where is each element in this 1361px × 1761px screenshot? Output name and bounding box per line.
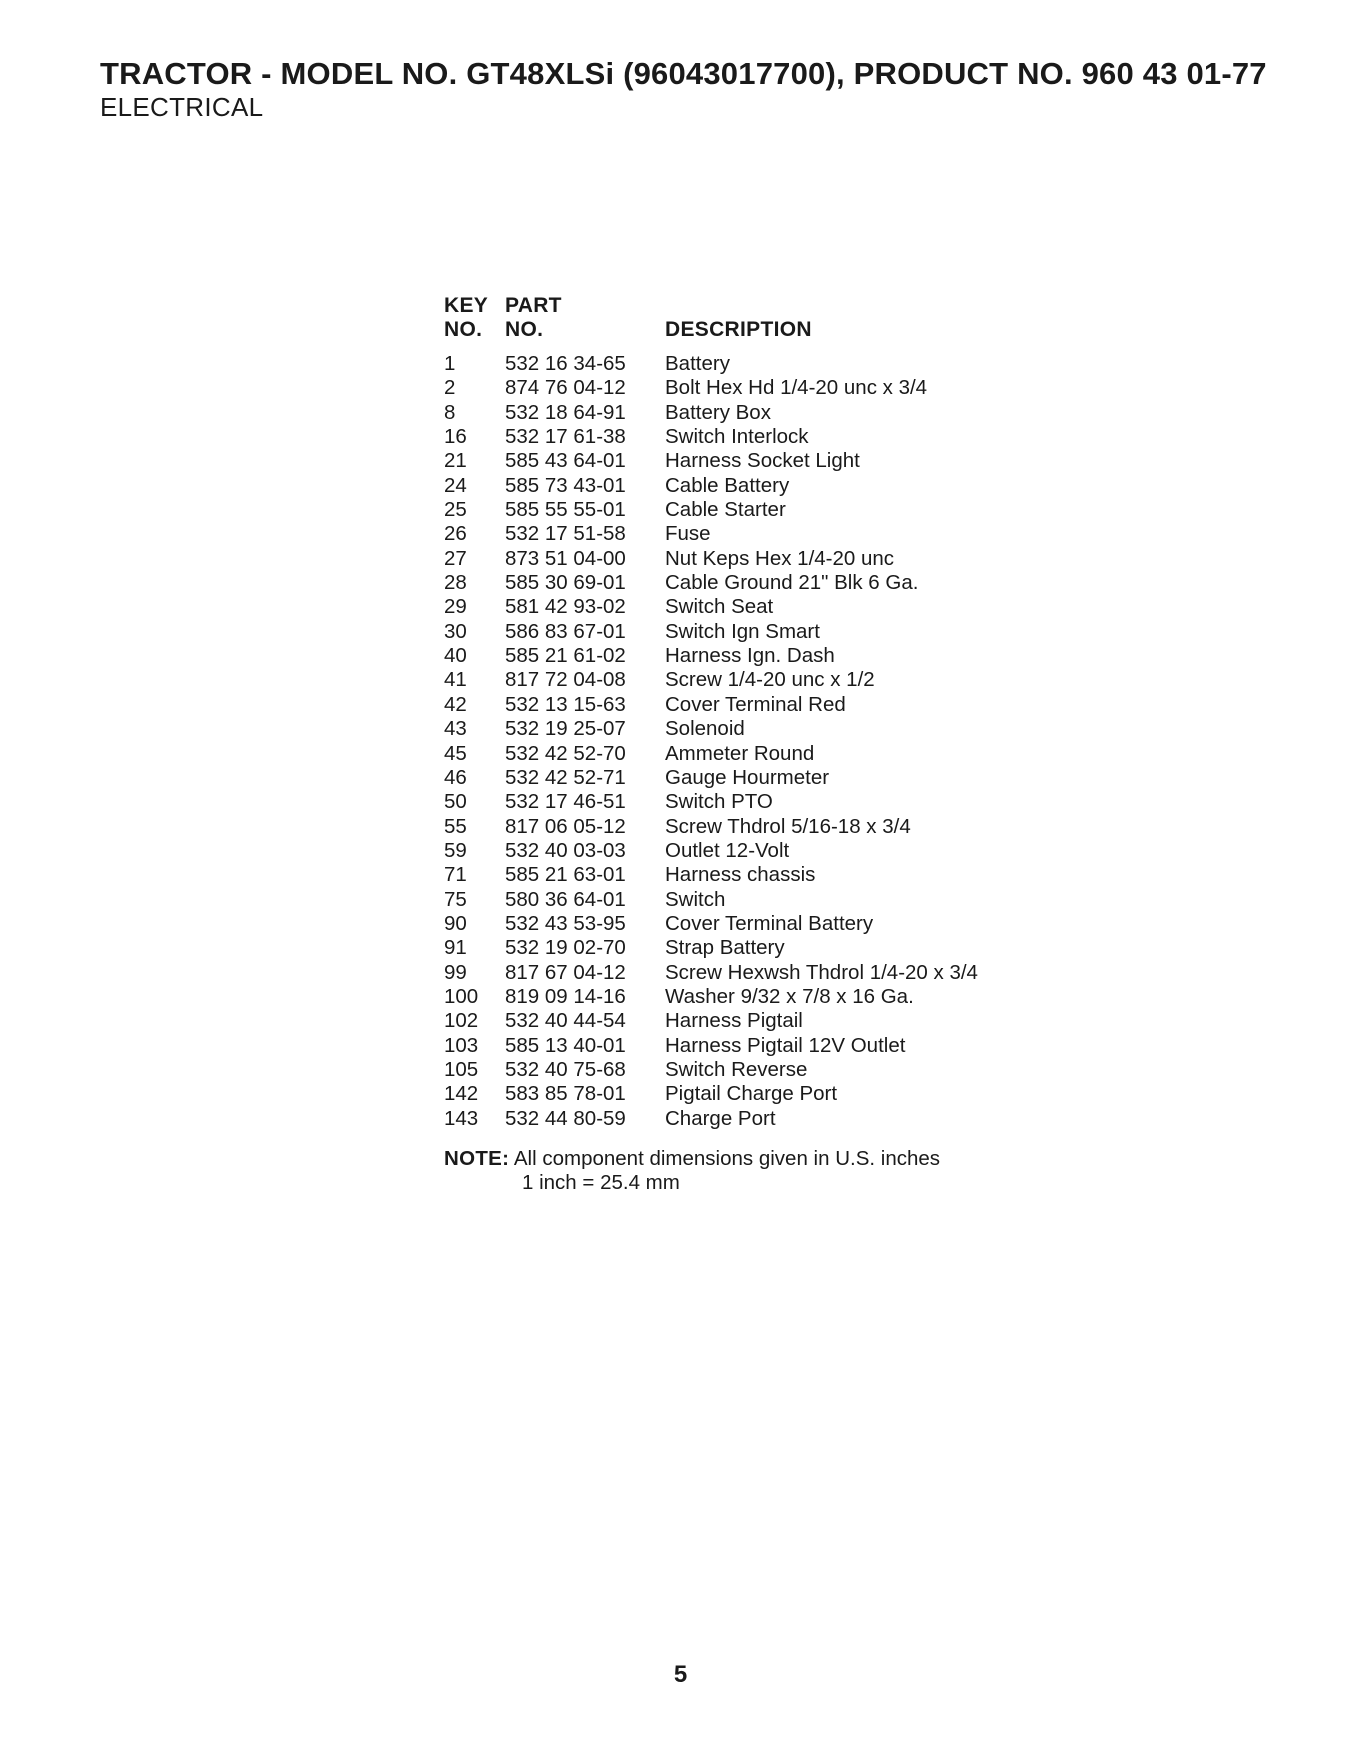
part-no-cell: 585 73 43-01 — [505, 473, 626, 497]
description-cell: Solenoid — [665, 717, 745, 741]
part-no-cell: 532 17 46-51 — [505, 790, 626, 814]
description-cell: Strap Battery — [665, 936, 785, 960]
part-no-cell: 585 43 64-01 — [505, 449, 626, 473]
part-no-cell: 873 51 04-00 — [505, 546, 626, 570]
key-no-cell: 43 — [444, 717, 467, 741]
key-no-cell: 46 — [444, 765, 467, 789]
section-title: ELECTRICAL — [100, 92, 264, 122]
description-cell: Cable Battery — [665, 473, 790, 497]
key-no-cell: 99 — [444, 960, 467, 984]
table-row — [444, 863, 1044, 887]
description-cell: Battery — [665, 352, 730, 375]
description-cell: Ammeter Round — [665, 741, 815, 765]
key-no-cell: 45 — [444, 741, 467, 765]
description-cell: Cable Starter — [665, 498, 786, 522]
description-cell: Fuse — [665, 522, 711, 546]
page-number: 5 — [673, 1661, 688, 1688]
table-header-row-1 — [444, 294, 1044, 318]
table-body — [444, 352, 1044, 1131]
header-description: DESCRIPTION — [665, 318, 812, 341]
description-cell: Cover Terminal Red — [665, 692, 846, 716]
key-no-cell: 21 — [444, 449, 467, 473]
part-no-cell: 532 19 25-07 — [505, 717, 626, 741]
description-cell: Switch Seat — [665, 595, 774, 619]
table-row — [444, 376, 1044, 400]
table-row — [444, 961, 1044, 985]
part-no-cell: 819 09 14-16 — [505, 984, 626, 1008]
description-cell: Switch Ign Smart — [665, 619, 820, 643]
table-row — [444, 693, 1044, 717]
key-no-cell: 42 — [444, 692, 467, 716]
note-line2: 1 inch = 25.4 mm — [522, 1171, 680, 1194]
table-row — [444, 1058, 1044, 1082]
key-no-cell: 28 — [444, 571, 467, 595]
table-row — [444, 401, 1044, 425]
key-no-cell: 59 — [444, 838, 467, 862]
key-no-cell: 1 — [444, 352, 456, 375]
part-no-cell: 532 40 03-03 — [505, 838, 626, 862]
header-key-line1: KEY — [444, 294, 489, 317]
description-cell: Screw Thdrol 5/16-18 x 3/4 — [665, 814, 911, 838]
description-cell: Screw Hexwsh Thdrol 1/4-20 x 3/4 — [665, 960, 978, 984]
table-row — [444, 717, 1044, 741]
description-cell: Harness Pigtail 12V Outlet — [665, 1033, 906, 1057]
key-no-cell: 105 — [444, 1057, 479, 1081]
description-cell: Harness Socket Light — [665, 449, 860, 473]
description-cell: Screw 1/4-20 unc x 1/2 — [665, 668, 875, 692]
table-row — [444, 644, 1044, 668]
key-no-cell: 143 — [444, 1106, 479, 1130]
key-no-cell: 50 — [444, 790, 467, 814]
part-no-cell: 532 43 53-95 — [505, 911, 626, 935]
part-no-cell: 532 44 80-59 — [505, 1106, 626, 1130]
description-cell: Switch Interlock — [665, 425, 809, 449]
table-row — [444, 839, 1044, 863]
table-row — [444, 474, 1044, 498]
table-row — [444, 1107, 1044, 1131]
part-no-cell: 532 19 02-70 — [505, 936, 626, 960]
part-no-cell: 532 40 75-68 — [505, 1057, 626, 1081]
parts-table — [444, 294, 1044, 1130]
key-no-cell: 103 — [444, 1033, 479, 1057]
part-no-cell: 585 21 63-01 — [505, 863, 626, 887]
key-no-cell: 100 — [444, 984, 479, 1008]
table-row — [444, 620, 1044, 644]
description-cell: Charge Port — [665, 1106, 776, 1130]
table-header-row-2 — [444, 318, 1044, 342]
table-row — [444, 936, 1044, 960]
part-no-cell: 532 18 64-91 — [505, 400, 626, 424]
description-cell: Battery Box — [665, 400, 771, 424]
key-no-cell: 25 — [444, 498, 467, 522]
note — [444, 1147, 941, 1194]
part-no-cell: 585 21 61-02 — [505, 644, 626, 668]
key-no-cell: 90 — [444, 911, 467, 935]
description-cell: Bolt Hex Hd 1/4-20 unc x 3/4 — [665, 376, 928, 400]
description-cell: Cover Terminal Battery — [665, 911, 874, 935]
part-no-cell: 585 30 69-01 — [505, 571, 626, 595]
key-no-cell: 26 — [444, 522, 467, 546]
key-no-cell: 8 — [444, 400, 456, 424]
key-no-cell: 102 — [444, 1009, 479, 1033]
description-cell: Switch — [665, 887, 726, 911]
table-row — [444, 1082, 1044, 1106]
description-cell: Gauge Hourmeter — [665, 765, 830, 789]
part-no-cell: 585 55 55-01 — [505, 498, 626, 522]
key-no-cell: 24 — [444, 473, 467, 497]
key-no-cell: 55 — [444, 814, 467, 838]
header-part-line1: PART — [505, 294, 562, 317]
part-no-cell: 532 17 61-38 — [505, 425, 626, 449]
table-row — [444, 595, 1044, 619]
key-no-cell: 91 — [444, 936, 467, 960]
description-cell: Nut Keps Hex 1/4-20 unc — [665, 546, 895, 570]
key-no-cell: 2 — [444, 376, 456, 400]
part-no-cell: 532 42 52-70 — [505, 741, 626, 765]
description-cell: Harness Ign. Dash — [665, 644, 835, 668]
part-no-cell: 817 06 05-12 — [505, 814, 626, 838]
description-cell: Cable Ground 21" Blk 6 Ga. — [665, 571, 919, 595]
part-no-cell: 581 42 93-02 — [505, 595, 626, 619]
table-row — [444, 790, 1044, 814]
table-row — [444, 449, 1044, 473]
description-cell: Outlet 12-Volt — [665, 838, 790, 862]
header-key-line2: NO. — [444, 318, 483, 341]
table-row — [444, 742, 1044, 766]
key-no-cell: 40 — [444, 644, 467, 668]
table-row — [444, 668, 1044, 692]
table-row — [444, 985, 1044, 1009]
table-row — [444, 1034, 1044, 1058]
part-no-cell: 585 13 40-01 — [505, 1033, 626, 1057]
key-no-cell: 75 — [444, 887, 467, 911]
description-cell: Switch Reverse — [665, 1057, 808, 1081]
note-label: NOTE: — [444, 1147, 510, 1170]
table-row — [444, 888, 1044, 912]
table-row — [444, 571, 1044, 595]
key-no-cell: 71 — [444, 863, 467, 887]
table-row — [444, 766, 1044, 790]
key-no-cell: 27 — [444, 546, 467, 570]
page-title: TRACTOR - MODEL NO. GT48XLSi (96043017700), PRODUCT NO. 960 43 01-77 — [100, 56, 1267, 91]
description-cell: Harness Pigtail — [665, 1009, 803, 1033]
part-no-cell: 583 85 78-01 — [505, 1082, 626, 1106]
description-cell: Harness chassis — [665, 863, 816, 887]
note-line1: All component dimensions given in U.S. inches — [513, 1147, 941, 1170]
part-no-cell: 817 72 04-08 — [505, 668, 626, 692]
part-no-cell: 532 42 52-71 — [505, 765, 626, 789]
table-row — [444, 352, 1044, 376]
part-no-cell: 817 67 04-12 — [505, 960, 626, 984]
part-no-cell: 532 40 44-54 — [505, 1009, 626, 1033]
table-row — [444, 425, 1044, 449]
table-row — [444, 815, 1044, 839]
part-no-cell: 532 17 51-58 — [505, 522, 626, 546]
part-no-cell: 586 83 67-01 — [505, 619, 626, 643]
key-no-cell: 16 — [444, 425, 467, 449]
table-row — [444, 547, 1044, 571]
key-no-cell: 41 — [444, 668, 467, 692]
key-no-cell: 30 — [444, 619, 467, 643]
description-cell: Washer 9/32 x 7/8 x 16 Ga. — [665, 984, 914, 1008]
part-no-cell: 874 76 04-12 — [505, 376, 626, 400]
header-part-line2: NO. — [505, 318, 544, 341]
part-no-cell: 532 13 15-63 — [505, 692, 626, 716]
table-row — [444, 498, 1044, 522]
description-cell: Pigtail Charge Port — [665, 1082, 838, 1106]
table-row — [444, 1009, 1044, 1033]
part-no-cell: 532 16 34-65 — [505, 352, 626, 375]
part-no-cell: 580 36 64-01 — [505, 887, 626, 911]
table-row — [444, 522, 1044, 546]
key-no-cell: 142 — [444, 1082, 479, 1106]
key-no-cell: 29 — [444, 595, 467, 619]
description-cell: Switch PTO — [665, 790, 773, 814]
table-row — [444, 912, 1044, 936]
